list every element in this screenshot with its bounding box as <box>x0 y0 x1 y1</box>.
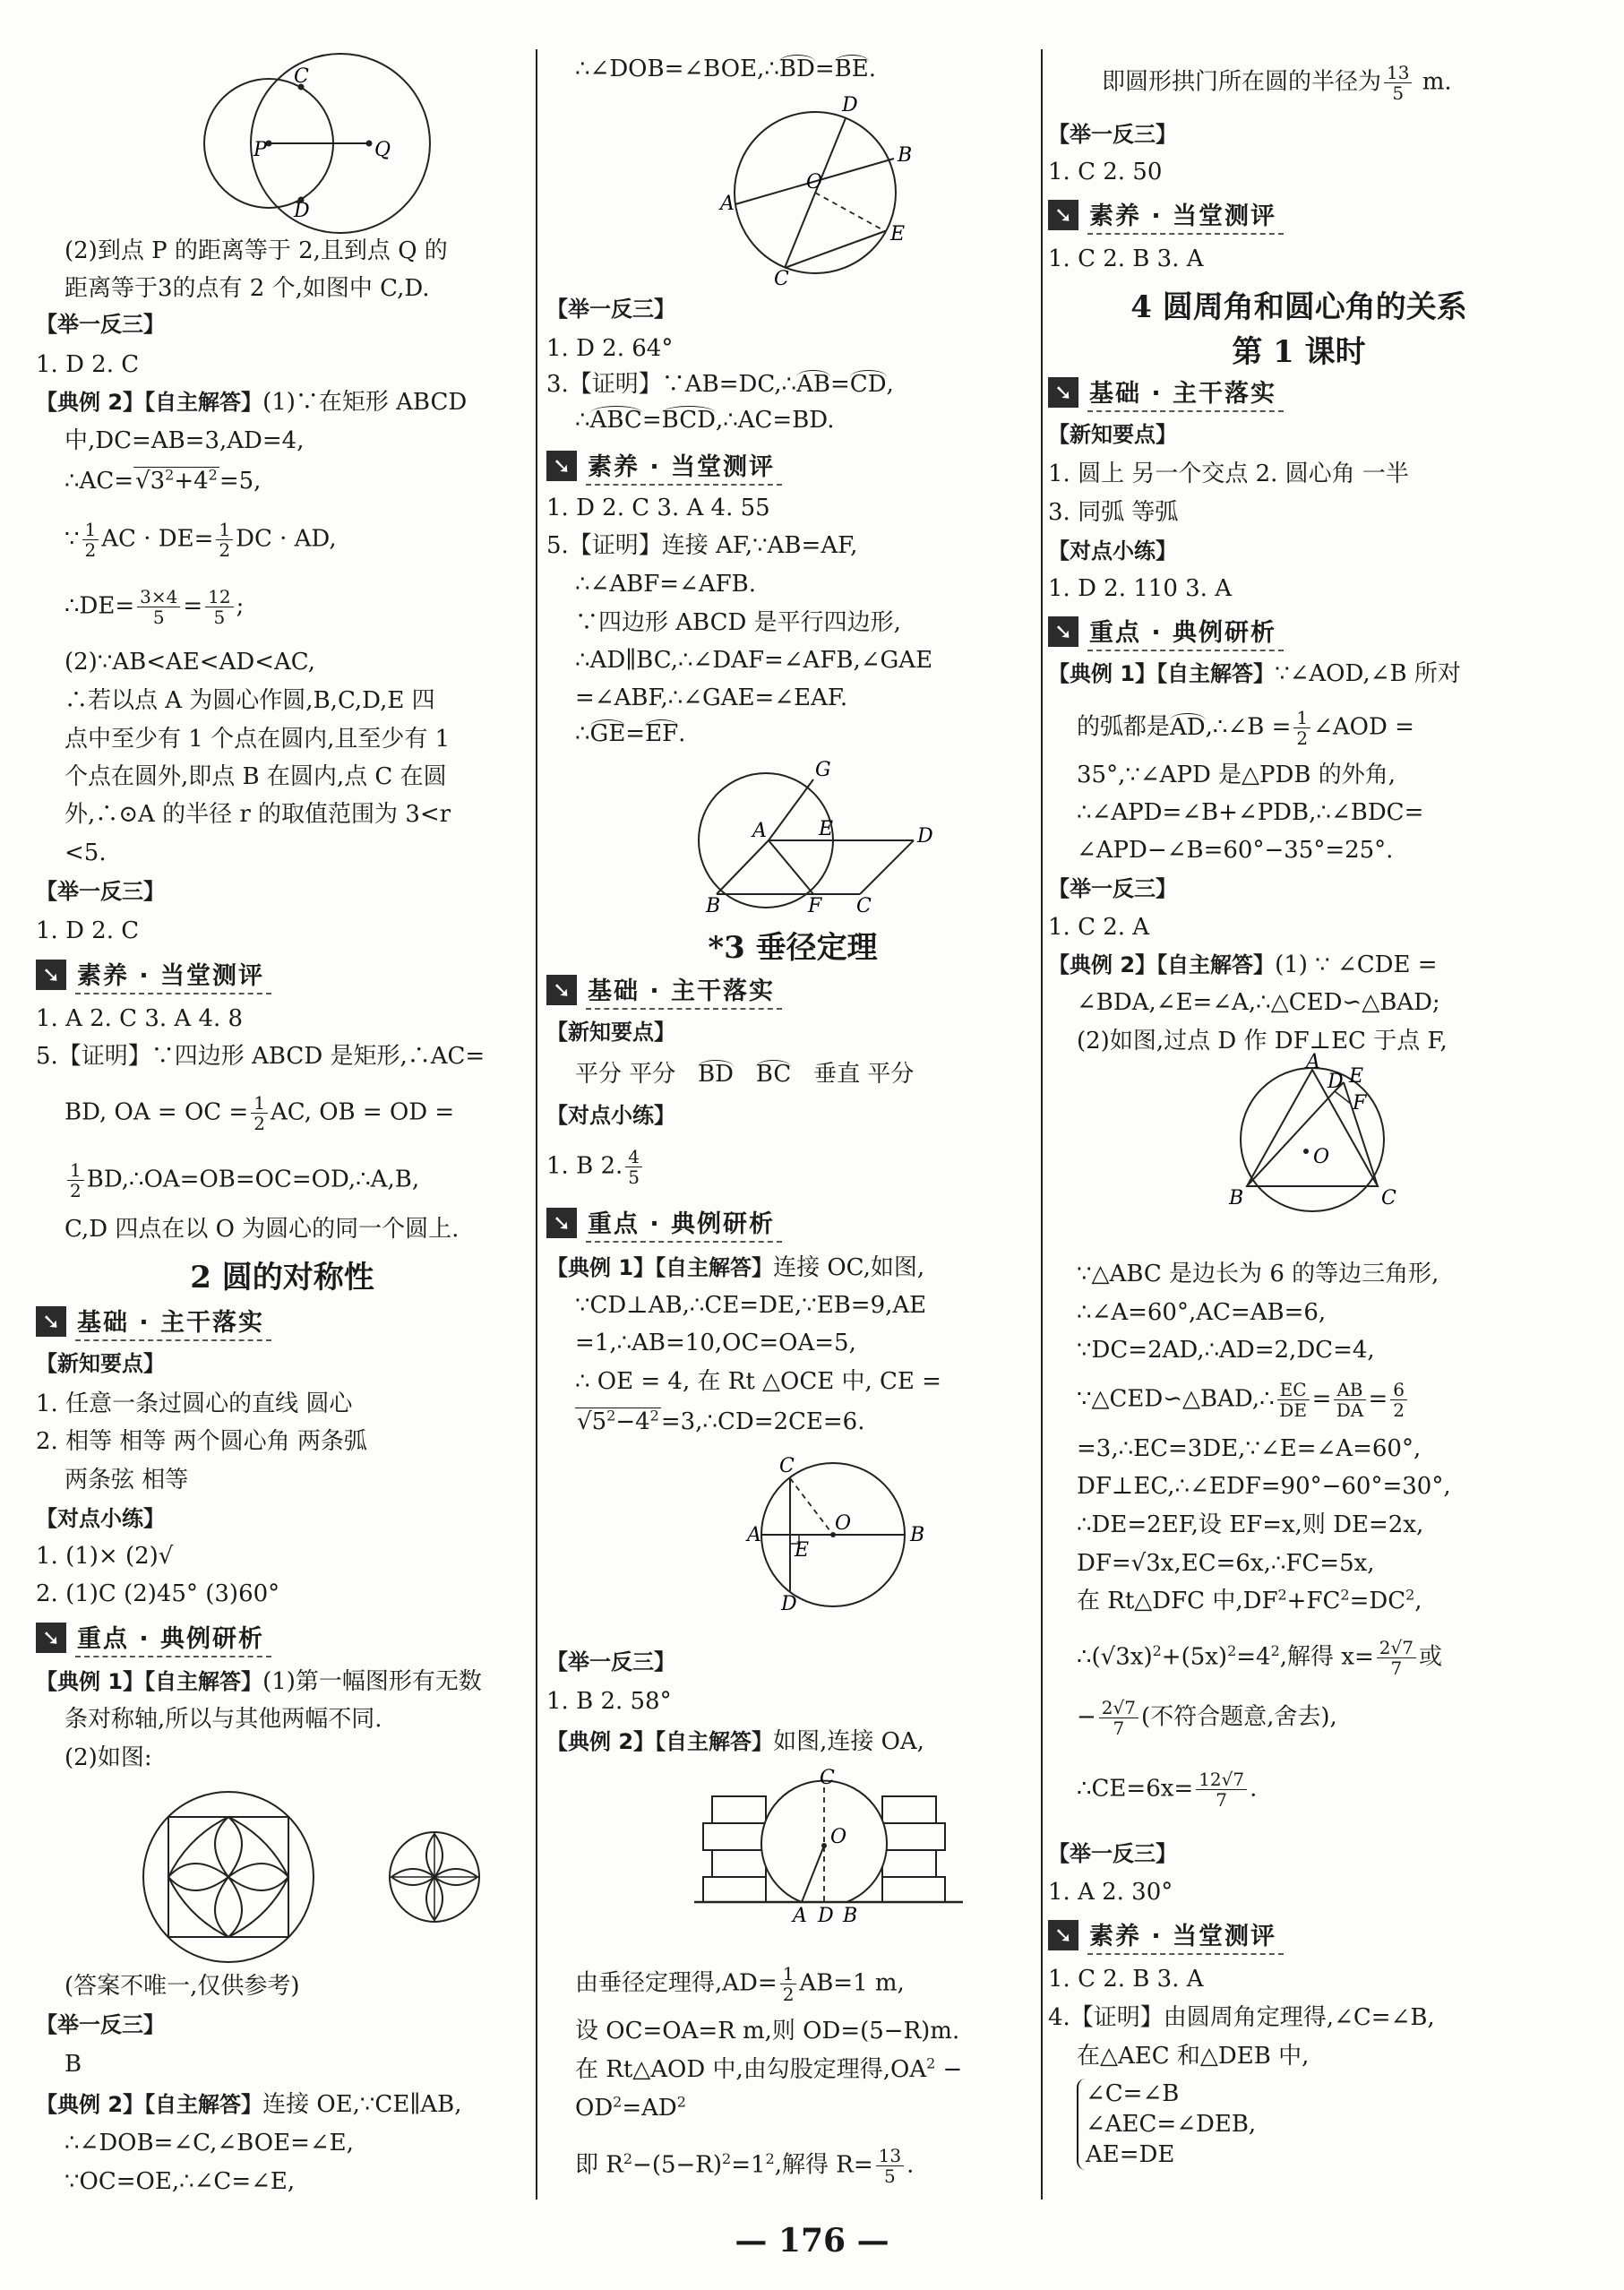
text-line: 条对称轴,所以与其他两幅不同. <box>64 1706 382 1733</box>
text-line: 个点在圆外,即点 B 在圆内,点 C 在圆 <box>64 763 447 790</box>
arrow-icon: ➘ <box>546 1208 577 1238</box>
label-example-1: 【典例 1】 <box>1048 661 1157 686</box>
figure-circle-dob <box>708 94 932 291</box>
section-bar-zhongdian: ➘ 重点 · 典例研析 <box>1048 614 1284 650</box>
label-self-answer: 【自主解答】 <box>655 1729 774 1754</box>
text-line: DF=√3x,EC=6x,∴FC=5x, <box>1077 1550 1375 1577</box>
answer-line: 1. A 2. C 3. A 4. 8 <box>36 1005 244 1032</box>
svg-text:A: A <box>752 820 767 842</box>
svg-text:C: C <box>294 65 309 88</box>
text-line: 中,DC=AB=3,AD=4, <box>64 427 305 454</box>
math-line: ∴∠DOB=∠BOE,∴BD=BE. <box>575 56 876 82</box>
math-line: ∴GE=EF. <box>575 720 686 747</box>
text-line: (2)到点 P 的距离等于 2,且到点 Q 的 <box>64 237 448 264</box>
text-line: 在△AEC 和△DEB 中, <box>1077 2043 1310 2070</box>
math-line: ∵△CED∽△BAD,∴ $\frac{EC}{DE}$ = $\frac{AB}{DA}$ = $\frac{6}{2}$ <box>1048 1380 1410 1420</box>
math-line: 在 Rt△AOD 中,由勾股定理得$,OA^2$ − <box>575 2054 963 2083</box>
label-new-points: 【新知要点】 <box>546 1020 675 1045</box>
svg-text:D: D <box>781 1593 797 1615</box>
label-jiyifansan: 【举一反三】 <box>546 1649 675 1674</box>
arrow-icon: ➘ <box>1048 616 1078 647</box>
label-self-answer: 【自主解答】 <box>1156 661 1276 686</box>
text-line: ∴∠ABF=∠AFB. <box>575 571 757 598</box>
middle-column <box>546 0 1039 2213</box>
math-line: 由垂径定理得,AD= $\frac{1}{2}$ AB=1 m, <box>575 1963 905 2005</box>
label-new-points: 【新知要点】 <box>36 1351 165 1376</box>
label-example-1: 【典例 1】 <box>546 1255 656 1280</box>
math-line: 在 Rt△DFC 中$,DF^2+FC^2=DC^2$, <box>1077 1586 1422 1614</box>
text-line: (2)如图: <box>64 1744 152 1771</box>
text-line: =∠ABF,∴∠GAE=∠EAF. <box>575 684 848 711</box>
answer-line: 2. (1)C (2)45° (3)60° <box>36 1580 280 1607</box>
svg-text:E: E <box>819 818 834 840</box>
svg-text:C: C <box>820 1767 835 1789</box>
svg-text:A: A <box>793 1905 807 1927</box>
label-jiyifansan: 【举一反三】 <box>36 312 165 337</box>
label-practice: 【对点小练】 <box>1048 538 1177 564</box>
text-line: 35°,∵∠APD 是△PDB 的外角, <box>1077 762 1396 788</box>
svg-text:B: B <box>910 1524 925 1546</box>
label-new-points: 【新知要点】 <box>1048 422 1177 447</box>
text-line: ∵△ABC 是边长为 6 的等边三角形, <box>1077 1261 1439 1287</box>
section-title-perpendicular-diameter: *3 垂径定理 <box>708 930 878 966</box>
svg-text:G: G <box>815 759 831 781</box>
figure-two-circles <box>179 63 466 222</box>
svg-text:E: E <box>1349 1065 1364 1088</box>
svg-text:A: A <box>720 193 735 215</box>
arrow-icon: ➘ <box>36 1306 66 1337</box>
left-column <box>36 0 528 2213</box>
math-line: 即圆形拱门所在圆的半径为 $\frac{13}{5}$ m. <box>1102 62 1452 104</box>
text-line: 3. 同弧 等弧 <box>1048 499 1179 526</box>
math-line: $\therefore(√3x)^2+(5x)^2=4^2$,解得 x= $\frac{2√7}{7}$ 或 <box>1077 1637 1442 1679</box>
figure-circle-chord <box>699 1456 967 1617</box>
text-line: (2)∵AB<AE<AD<AC, <box>64 649 315 676</box>
section-bar-jichu: ➘ 基础 · 主干落实 <box>36 1304 271 1339</box>
answer-line: 1. D 2. 110 3. A <box>1048 575 1232 602</box>
label-practice: 【对点小练】 <box>36 1506 165 1531</box>
answer-line: 1. C 2. 50 <box>1048 159 1163 185</box>
label-self-answer: 【自主解答】 <box>655 1255 774 1280</box>
text-line: 设 OC=OA=R m,则 OD=(5−R)m. <box>575 2018 960 2045</box>
answer-line: 1. D 2. 64° <box>546 335 674 362</box>
text-line: DF⊥EC,∴∠EDF=90°−60°=30°, <box>1077 1473 1451 1500</box>
column-divider-left <box>536 49 537 2200</box>
text-line: 1. 任意一条过圆心的直线 圆心 <box>36 1390 353 1417</box>
label-jiyifansan: 【举一反三】 <box>1048 876 1177 901</box>
svg-text:C: C <box>774 268 789 290</box>
text-line: ∴ OE = 4, 在 Rt △OCE 中, CE = <box>575 1368 941 1395</box>
text: 连接 OC,如图, <box>773 1254 925 1281</box>
section-bar-jichu: ➘ 基础 · 主干落实 <box>546 972 782 1008</box>
label-example-2: 【典例 2】 <box>546 1729 656 1754</box>
brace-system: ∠C=∠B ∠AEC=∠DEB, AE=DE <box>1048 2079 1256 2170</box>
lesson-title: 第 1 课时 <box>1232 334 1366 370</box>
arrow-icon: ➘ <box>1048 200 1078 230</box>
text-line: 4.【证明】由圆周角定理得,∠C=∠B, <box>1048 2004 1435 2031</box>
text-line: =3,∴EC=3DE,∵∠E=∠A=60°, <box>1077 1435 1422 1462</box>
math-line: ∴DE= $\frac{3\times 4}{5}$ = $\frac{12}{5}$ ; <box>64 586 245 628</box>
svg-text:F: F <box>1353 1092 1367 1115</box>
label-jiyifansan: 【举一反三】 <box>1048 122 1177 147</box>
label-jiyifansan: 【举一反三】 <box>546 297 675 322</box>
section-bar-suyang: ➘ 素养 · 当堂测评 <box>546 448 782 484</box>
arrow-icon: ➘ <box>546 975 577 1005</box>
answer-line: 1. B 2. 58° <box>546 1688 672 1715</box>
text-line: 5.【证明】∵四边形 ABCD 是矩形,∴AC= <box>36 1043 485 1070</box>
right-column <box>1048 0 1550 2213</box>
arrow-icon: ➘ <box>36 960 66 990</box>
svg-text:F: F <box>808 895 822 917</box>
text-line: 1. 圆上 另一个交点 2. 圆心角 一半 <box>1048 461 1409 487</box>
answer-line: 1. D 2. C 3. A 4. 55 <box>546 495 770 521</box>
arrow-icon: ➘ <box>546 451 577 481</box>
text-line: (2)如图,过点 D 作 DF⊥EC 于点 F, <box>1077 1028 1448 1055</box>
text-line: ∴∠A=60°,AC=AB=6, <box>1077 1299 1327 1326</box>
svg-text:A: A <box>1306 1051 1320 1073</box>
label-jiyifansan: 【举一反三】 <box>36 2012 165 2037</box>
label-example-1: 【典例 1】 <box>36 1669 145 1694</box>
answer-line: B <box>64 2051 82 2078</box>
text-line: ∴∠DOB=∠C,∠BOE=∠E, <box>64 2130 354 2157</box>
text-line: ∵CD⊥AB,∴CE=DE,∵EB=9,AE <box>575 1292 927 1319</box>
page-number: — 176 — <box>735 2222 889 2260</box>
svg-text:B: B <box>1229 1187 1244 1210</box>
answer-line: 1. A 2. 30° <box>1048 1879 1173 1906</box>
text: 连接 OE,∵CE∥AB, <box>262 2091 462 2118</box>
text-line: ∠APD−∠B=60°−35°=25°. <box>1077 837 1394 864</box>
math-line: ∴CE=6x= $\frac{12√7}{7}$ . <box>1077 1769 1258 1811</box>
math-line: $\therefore AC=√3^2+4^2=5$, <box>64 466 262 495</box>
arrow-icon: ➘ <box>1048 377 1078 408</box>
label-example-2: 【典例 2】 <box>36 390 145 415</box>
text-line: ∵DC=2AD,∴AD=2,DC=4, <box>1077 1337 1375 1364</box>
text: (1)第一幅图形有无数 <box>262 1668 482 1695</box>
text-line: 距离等于3的点有 2 个,如图中 C,D. <box>64 275 430 302</box>
label-self-answer: 【自主解答】 <box>1156 952 1276 977</box>
math-line: ∴ABC=BCD,∴AC=BD. <box>575 407 835 434</box>
section-bar-zhongdian: ➘ 重点 · 典例研析 <box>546 1205 782 1241</box>
section-bar-zhongdian: ➘ 重点 · 典例研析 <box>36 1620 271 1656</box>
arrow-icon: ➘ <box>1048 1920 1078 1950</box>
label-jiyifansan: 【举一反三】 <box>36 879 165 904</box>
svg-text:E: E <box>890 223 906 245</box>
label-self-answer: 【自主解答】 <box>144 390 263 415</box>
svg-text:D: D <box>842 94 858 116</box>
section-bar-suyang: ➘ 素养 · 当堂测评 <box>36 957 271 993</box>
svg-text:D: D <box>294 200 310 222</box>
label-self-answer: 【自主解答】 <box>144 1669 263 1694</box>
svg-text:B: B <box>843 1905 858 1927</box>
text-line: ∴∠APD=∠B+∠PDB,∴∠BDC= <box>1077 799 1424 826</box>
label-example-2: 【典例 2】 <box>36 2092 145 2117</box>
text: (1)∵在矩形 ABCD <box>262 389 468 416</box>
section-bar-jichu: ➘ 基础 · 主干落实 <box>1048 374 1284 410</box>
answer-line: 1. D 2. C <box>36 917 140 944</box>
figure-arch-door <box>694 1769 972 1926</box>
svg-text:C: C <box>1381 1187 1396 1210</box>
svg-text:A: A <box>747 1524 761 1546</box>
section-bar-suyang: ➘ 素养 · 当堂测评 <box>1048 1917 1284 1953</box>
answer-line: 1. C 2. A <box>1048 914 1150 941</box>
text-line: ∵OC=OE,∴∠C=∠E, <box>64 2168 296 2195</box>
label-example-2: 【典例 2】 <box>1048 952 1157 977</box>
svg-text:E: E <box>795 1539 810 1562</box>
math-line: 平分 平分 BD BC 垂直 平分 <box>575 1061 915 1088</box>
svg-text:D: D <box>917 825 933 848</box>
svg-text:B: B <box>706 895 721 917</box>
svg-text:Q: Q <box>374 139 391 161</box>
label-jiyifansan: 【举一反三】 <box>1048 1841 1177 1866</box>
text-line: ∵四边形 ABCD 是平行四边形, <box>575 609 901 636</box>
text-line: =1,∴AB=10,OC=OA=5, <box>575 1330 856 1356</box>
text-line: ∴AD∥BC,∴∠DAF=∠AFB,∠GAE <box>575 647 933 674</box>
label-practice: 【对点小练】 <box>546 1103 675 1128</box>
text-line: 两条弦 相等 <box>64 1467 189 1494</box>
text-line: <5. <box>64 839 107 866</box>
math-line: $OD^2=AD^2$ <box>575 2093 686 2122</box>
svg-text:O: O <box>835 1512 852 1535</box>
svg-text:O: O <box>806 171 823 194</box>
text: ∵∠AOD,∠B 所对 <box>1275 660 1461 687</box>
math-line: $\frac{1}{2}$ BD,∴OA=OB=OC=OD,∴A,B, <box>36 1160 419 1201</box>
column-divider-right <box>1041 49 1043 2200</box>
section-title-inscribed-angle: 4 圆周角和圆心角的关系 <box>1130 289 1467 325</box>
figure-inscribed-triangle <box>1227 1051 1406 1218</box>
answer-line: 1. (1)× (2)√ <box>36 1543 174 1570</box>
text: (1) ∵ ∠CDE = <box>1275 951 1438 978</box>
math-line: 3.【证明】∵AB=DC,∴AB=CD, <box>546 371 894 398</box>
math-line: 的弧都是AD,∴∠B = $\frac{1}{2}$ ∠AOD = <box>1077 707 1414 749</box>
figure-parallelogram-circle <box>681 759 1021 918</box>
text-line: 5.【证明】连接 AF,∵AB=AF, <box>546 532 858 559</box>
math-line: BD, OA = OC = $\frac{1}{2}$ AC, OB = OD = <box>64 1092 455 1134</box>
math-line: 即 $R^2-(5-R)^2=1^2$,解得 R= $\frac{13}{5}$ . <box>575 2145 915 2187</box>
math-line: ∵ $\frac{1}{2}$ AC · DE= $\frac{1}{2}$ DC · AD, <box>64 519 337 561</box>
svg-text:C: C <box>779 1455 795 1477</box>
text-line: 点中至少有 1 个点在圆内,且至少有 1 <box>64 726 451 753</box>
answer-line: 1. D 2. C <box>36 351 140 378</box>
text-line: ∴若以点 A 为圆心作圆,B,C,D,E 四 <box>64 687 435 714</box>
svg-text:D: D <box>1328 1071 1344 1093</box>
text-line: ∴DE=2EF,设 EF=x,则 DE=2x, <box>1077 1511 1424 1538</box>
svg-text:B: B <box>898 144 913 167</box>
text-line: C,D 四点在以 O 为圆心的同一个圆上. <box>64 1216 460 1243</box>
answer-line: 1. C 2. B 3. A <box>1048 1966 1204 1993</box>
text: 如图,连接 OA, <box>773 1728 924 1755</box>
text-line: 外,∴⊙A 的半径 r 的取值范围为 3<r <box>64 801 451 828</box>
text-line: (答案不唯一,仅供参考) <box>64 1973 300 2000</box>
svg-text:O: O <box>1313 1146 1330 1168</box>
label-self-answer: 【自主解答】 <box>144 2092 263 2117</box>
math-line: 1. B 2. $\frac{4}{5}$ <box>546 1147 645 1187</box>
svg-text:D: D <box>818 1905 834 1927</box>
arrow-icon: ➘ <box>36 1623 66 1653</box>
svg-text:C: C <box>856 895 872 917</box>
math-line: − $\frac{2√7}{7}$ (不符合题意,舍去), <box>1077 1697 1337 1739</box>
svg-text:P: P <box>253 139 267 161</box>
section-title-symmetry: 2 圆的对称性 <box>190 1260 374 1296</box>
figure-symmetric-designs <box>139 1787 515 1976</box>
text-line: ∠BDA,∠E=∠A,∴△CED∽△BAD; <box>1077 989 1440 1016</box>
math-line: $√5^2-4^2=3,\therefore CD=2CE=6$. <box>577 1407 865 1435</box>
answer-line: 1. C 2. B 3. A <box>1048 245 1204 272</box>
text-line: 2. 相等 相等 两个圆心角 两条弧 <box>36 1428 367 1455</box>
svg-text:O: O <box>830 1826 847 1848</box>
section-bar-suyang: ➘ 素养 · 当堂测评 <box>1048 197 1284 233</box>
